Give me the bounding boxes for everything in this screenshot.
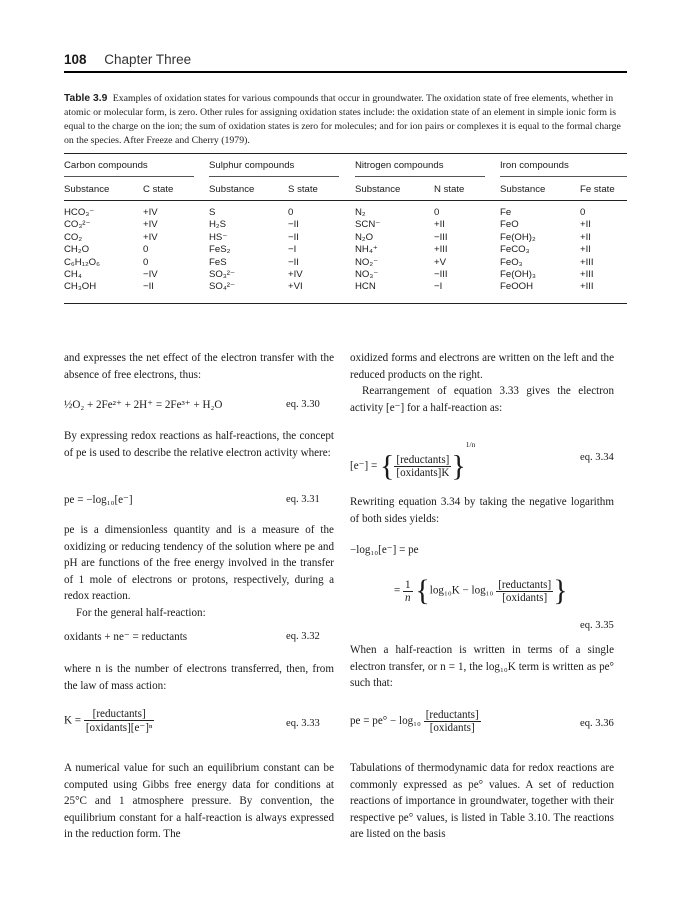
equation-3-33 [64, 708, 154, 734]
table-cell: +III [580, 269, 594, 280]
table-column-header: Substance [355, 184, 401, 195]
table-cell: +II [580, 231, 591, 243]
table-cell: SO₄²⁻ [209, 281, 236, 293]
right-brace: } [451, 449, 466, 483]
right-para-5: Tabulations of thermodynamic data for redox reactions are commonly expressed as pe° values. A set of reduction reactions of importance in groundwater, together with their respective pe° values, is listed in Table 3.10. The reactions are listed on the basis [350, 762, 614, 840]
table-cell: CH₄ [64, 269, 82, 280]
eq334-fraction [394, 454, 451, 479]
table-cell: 0 [434, 207, 440, 218]
table-cell: +II [580, 219, 591, 231]
eq333-fraction [84, 708, 155, 734]
equation-3-34 [350, 440, 475, 481]
table-cell: N₂ [355, 207, 366, 218]
table-cell: FeS [209, 256, 227, 268]
left-brace: { [379, 449, 395, 483]
table-header-rule [64, 200, 627, 201]
eq334-denominator: [oxidants]K [396, 466, 450, 479]
table-column-header: Substance [209, 184, 255, 195]
table-cell: Fe(OH)₃ [500, 269, 536, 280]
right-para-2-text: Rearrangement of equation 3.33 gives the electron activity [e⁻] for a half-reaction as: [350, 385, 614, 414]
equation-3-36 [350, 709, 481, 734]
table-cell: −I [434, 281, 443, 293]
group-underline [500, 176, 627, 177]
table-cell: −II [288, 231, 299, 243]
table-caption [64, 92, 624, 148]
right-para-1-text: oxidized forms and electrons are written on the left and the reduced products on the right. [350, 352, 614, 381]
left-para-5: where n is the number of electrons transferred, then, from the law of mass action: [64, 663, 334, 692]
table-cell: S [209, 207, 216, 218]
eq335-equals: = [394, 584, 401, 597]
table-cell: FeO₃ [500, 256, 523, 268]
table-cell: +IV [288, 269, 303, 280]
eq334-numerator: [reductants] [394, 454, 451, 467]
table-cell: −II [288, 256, 299, 268]
eq336-lhs: pe = pe° − log₁₀ [350, 715, 421, 728]
table-cell: 0 [580, 207, 586, 218]
right-brace: } [553, 574, 568, 607]
eq333-lhs: K = [64, 714, 82, 727]
table-cell: HCN [355, 281, 376, 293]
table-group-heading: Nitrogen compounds [355, 160, 444, 171]
group-underline [209, 176, 339, 177]
eq336-numerator: [reductants] [425, 709, 479, 721]
table-column-header: Substance [64, 184, 110, 195]
right-para-4: When a half-reaction is written in terms of a single electron transfer, or n = 1, the log₁₀K term is written as pe° such that: [350, 644, 614, 689]
table-cell: +III [434, 244, 448, 256]
table-bottom-rule [64, 303, 627, 304]
eq335-one-over-n [403, 579, 413, 604]
table-column-header: Fe state [580, 184, 615, 195]
eq336-fraction [424, 709, 481, 734]
left-para-3 [64, 522, 334, 621]
table-cell: +VI [288, 281, 303, 293]
table-column-header: C state [143, 184, 174, 195]
left-para-3-text: pe is a dimensionless quantity and is a measure of the oxidizing or reducing tendency of the solution where pe and pH are functions of the free energy involved in the transfer of 1 mole of electrons or protons, respectively, during a redox reaction. [64, 524, 334, 602]
eq335-fraction [496, 579, 553, 604]
group-underline [64, 176, 194, 177]
eq-label-3-32: eq. 3.32 [286, 631, 320, 642]
left-para-1: and expresses the net effect of the electron transfer with the absence of free electrons, thus: [64, 352, 334, 381]
table-cell: FeCO₃ [500, 244, 530, 256]
table-group-heading: Sulphur compounds [209, 160, 295, 171]
equation-3-35-line1: −log₁₀[e⁻] = pe [350, 544, 419, 556]
equation-3-35 [394, 576, 568, 606]
table-cell: +IV [143, 207, 158, 218]
table-cell: −II [143, 281, 154, 293]
table-cell: FeO [500, 219, 519, 231]
table-caption-text: Examples of oxidation states for various compounds that occur in groundwater. The oxidation state of free elements, whether in atomic or molecular form, is zero. Other rules for assigning oxidation states include: the oxidation state of an element in simple ionic form is equal to the charge on the ion; the sum of oxidation states is zero for molecules; and for ion pairs or complexes it is equal to the formal charge on the species. After Freeze and Cherry (1979). [64, 93, 621, 146]
chapter-title: Chapter Three [104, 52, 192, 67]
eq-label-3-30: eq. 3.30 [286, 399, 320, 410]
table-cell: +IV [143, 231, 158, 243]
equation-3-30: ½O₂ + 2Fe²⁺ + 2H⁺ = 2Fe³⁺ + H₂O [64, 399, 223, 411]
table-column-header: S state [288, 184, 318, 195]
left-brace: { [415, 574, 430, 607]
eq335-n: n [405, 591, 411, 604]
equation-3-31: pe = −log₁₀[e⁻] [64, 494, 133, 506]
running-header [64, 52, 191, 67]
table-cell: −IV [143, 269, 158, 280]
table-group-heading: Iron compounds [500, 160, 569, 171]
table-cell: Fe(OH)₂ [500, 231, 536, 243]
table-cell: CH₃OH [64, 281, 97, 293]
table-cell: −I [288, 244, 297, 256]
table-cell: NO₂⁻ [355, 256, 379, 268]
table-cell: SO₃²⁻ [209, 269, 236, 280]
table-top-rule [64, 153, 627, 154]
table-label: Table 3.9 [64, 93, 108, 104]
group-underline [355, 176, 485, 177]
table-cell: HS⁻ [209, 231, 228, 243]
table-cell: Fe [500, 207, 512, 218]
eq335-numerator: [reductants] [498, 578, 552, 591]
eq-label-3-35: eq. 3.35 [580, 620, 614, 631]
table-cell: H₂S [209, 219, 227, 231]
eq335-denominator: [oxidants] [502, 591, 548, 604]
table-cell: +II [580, 244, 591, 256]
eq334-exponent: 1/n [465, 440, 476, 449]
eq-label-3-36: eq. 3.36 [580, 718, 614, 729]
table-cell: 0 [143, 256, 149, 268]
eq336-denominator: [oxidants] [429, 722, 475, 734]
page-number: 108 [64, 52, 87, 67]
table-cell: HCO₃⁻ [64, 207, 95, 218]
table-cell: CO₃²⁻ [64, 219, 91, 231]
right-para-1 [350, 350, 614, 416]
table-cell: C₆H₁₂O₆ [64, 256, 101, 268]
eq335-one: 1 [405, 578, 411, 591]
equation-3-32: oxidants + ne⁻ = reductants [64, 631, 188, 643]
eq335-middle: log₁₀K − log₁₀ [429, 584, 494, 597]
left-para-4-text: For the general half-reaction: [76, 606, 206, 619]
table-cell: CO₂ [64, 231, 83, 243]
table-column-header: N state [434, 184, 465, 195]
table-cell: +III [580, 281, 594, 293]
table-cell: +II [434, 219, 445, 231]
left-para-6: A numerical value for such an equilibrium constant can be computed using Gibbs free energy data for conditions at 25°C and 1 atmosphere pressure. By convention, the equilibrium constant for a half-reaction is always expressed in the reduction form. The [64, 762, 334, 840]
eq-label-3-34: eq. 3.34 [580, 452, 614, 463]
table-cell: +III [580, 256, 594, 268]
table-cell: SCN⁻ [355, 219, 381, 231]
eq334-lhs: [e⁻] = [350, 460, 378, 472]
table-cell: FeS₂ [209, 244, 231, 256]
table-cell: −III [434, 231, 448, 243]
table-group-heading: Carbon compounds [64, 160, 148, 171]
table-cell: −II [288, 219, 299, 231]
table-cell: +IV [143, 219, 158, 231]
table-cell: NH₄⁺ [355, 244, 378, 256]
table-cell: CH₂O [64, 244, 90, 256]
table-cell: FeOOH [500, 281, 534, 293]
eq333-numerator: [reductants] [84, 708, 155, 721]
left-para-2: By expressing redox reactions as half-reactions, the concept of pe is used to describe the relative electron activity where: [64, 430, 334, 459]
table-cell: −III [434, 269, 448, 280]
table-cell: +V [434, 256, 447, 268]
header-rule [64, 71, 627, 73]
eq-label-3-31: eq. 3.31 [286, 494, 320, 505]
table-cell: NO₃⁻ [355, 269, 379, 280]
right-para-3: Rewriting equation 3.34 by taking the negative logarithm of both sides yields: [350, 496, 614, 525]
eq-label-3-33: eq. 3.33 [286, 718, 320, 729]
table-cell: 0 [288, 207, 294, 218]
eq333-denominator: [oxidants][e⁻]ⁿ [85, 722, 153, 734]
table-cell: 0 [143, 244, 149, 256]
table-cell: N₂O [355, 231, 374, 243]
table-column-header: Substance [500, 184, 546, 195]
